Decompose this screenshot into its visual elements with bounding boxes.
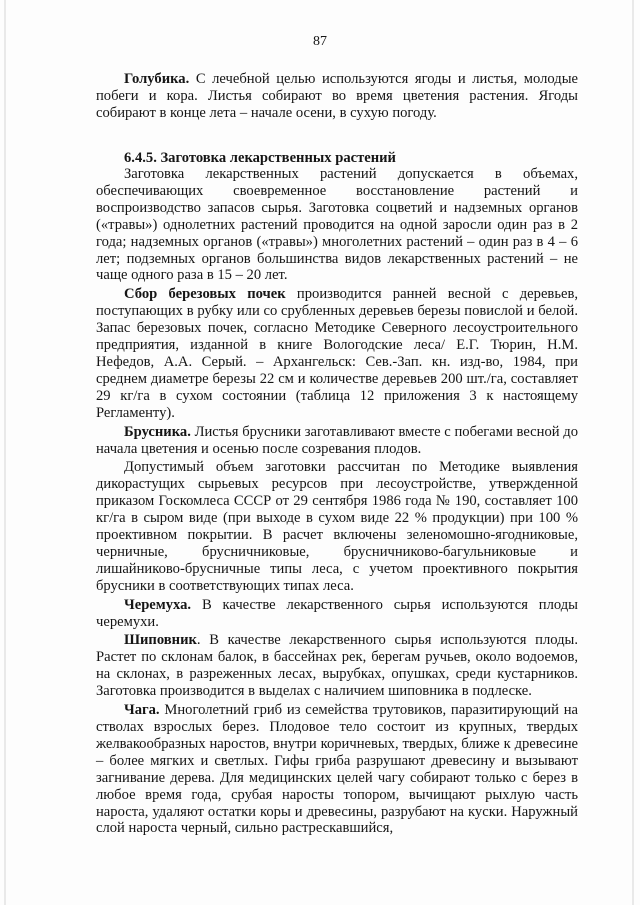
paragraph-birch-buds xyxy=(96,286,578,421)
paragraph-title: Сбор березовых почек xyxy=(124,286,286,303)
paragraph-title: Шиповник xyxy=(124,632,197,649)
paragraph-text: Допустимый объем заготовки рассчитан по Методике выявления дикорастущих сырьевых ресурсов при лесоустройстве, утвержденной приказом Госкомлеса СССР от 29 сентября 1986 года № 190, составляет 100 кг/га в сыром виде (при выходе в сухом виде 22 % продукции) при 100 % проективном покрытии. В расчет включены зеленомошно-ягодниковые, черничные, брусничниковые, брусничниково-багульниковые и лишайниково-брусничные типы леса, с учетом проективного покрытия брусники в соответствующих типах леса. xyxy=(96,459,578,594)
paragraph-text: . В качестве лекарственного сырья используются плоды. Растет по склонам балок, в бассейнах рек, берегам ручьев, около водоемов, на склонах, в разреженных лесах, вырубках, опушках, среди кустарников. Заготовка производится в выделах с наличием шиповника в подлеске. xyxy=(96,632,578,700)
paragraph-bird-cherry xyxy=(96,597,578,631)
page-number: 87 xyxy=(313,34,327,49)
paragraph-text: производится ранней весной с деревьев, поступающих в рубку или со срубленных деревьев березы повислой и белой. Запас березовых почек, согласно Методике Северного лесоустроительного предприятия, изданной в книге Вологодские леса/ Е.Г. Тюрин, Н.М. Нефедов, А.А. Серый. – Архангельск: Сев.-Зап. кн. изд-во, 1984, при среднем диаметре березы 22 см и количестве деревьев 200 шт./га, составляет 29 кг/га в сухом состоянии (таблица 12 приложения 3 к настоящему Регламенту). xyxy=(96,286,578,421)
scan-edge-right xyxy=(632,0,634,905)
paragraph-title: Черемуха. xyxy=(124,596,192,613)
paragraph-rosehip xyxy=(96,632,578,700)
scan-edge-left xyxy=(4,0,6,905)
paragraph-text: В качестве лекарственного сырья используются плоды черемухи. xyxy=(96,596,578,630)
paragraph-golubika xyxy=(96,71,578,122)
paragraph-lingonberry xyxy=(96,424,578,458)
paragraph-text: Листья брусники заготавливают вместе с побегами весной до начала цветения и осенью после созревания плодов. xyxy=(96,423,578,457)
paragraph-text: С лечебной целью используются ягоды и листья, молодые побеги и кора. Листья собирают во время цветения растения. Ягоды собирают в конце лета – начале осени, в сухую погоду. xyxy=(96,71,578,121)
intro-block xyxy=(96,71,578,122)
paragraph-lingonberry-volume xyxy=(96,459,578,594)
paragraph-title: Чага. xyxy=(124,702,160,719)
paragraph-general xyxy=(96,166,578,284)
paragraph-title: Голубика. xyxy=(124,71,190,87)
paragraph-text: Заготовка лекарственных растений допускается в объемах, обеспечивающих своевременное восстановление растений и воспроизводство запасов сырья. Заготовка соцветий и надземных органов («травы») однолетних растений проводится на одной заросли один раз в 2 года; надземных органов («травы») многолетних растений – один раз в 4 – 6 лет; подземных органов большинства видов лекарственных растений – не чаще одного раза в 15 – 20 лет. xyxy=(96,166,578,284)
section-heading: 6.4.5. Заготовка лекарственных растений xyxy=(124,150,396,166)
body-text xyxy=(96,166,578,837)
paragraph-text: Многолетний гриб из семейства трутовиков, паразитирующий на стволах взрослых берез. Плодовое тело состоит из крупных, твердых желвакообразных наростов, внутри коричневых, твердых, ближе к древесине – более мягких и светлых. Гифы гриба разрушают древесину и вызывают загнивание дерева. Для медицинских целей чагу собирают только с берез в любое время года, срубая наросты топором, вычищают рыхлую часть нароста, удаляют остатки коры и древесины, разрубают на куски. Наружный слой нароста черный, сильно растрескавшийся, xyxy=(96,702,578,837)
paragraph-chaga xyxy=(96,702,578,837)
paragraph-title: Брусника. xyxy=(124,423,191,440)
